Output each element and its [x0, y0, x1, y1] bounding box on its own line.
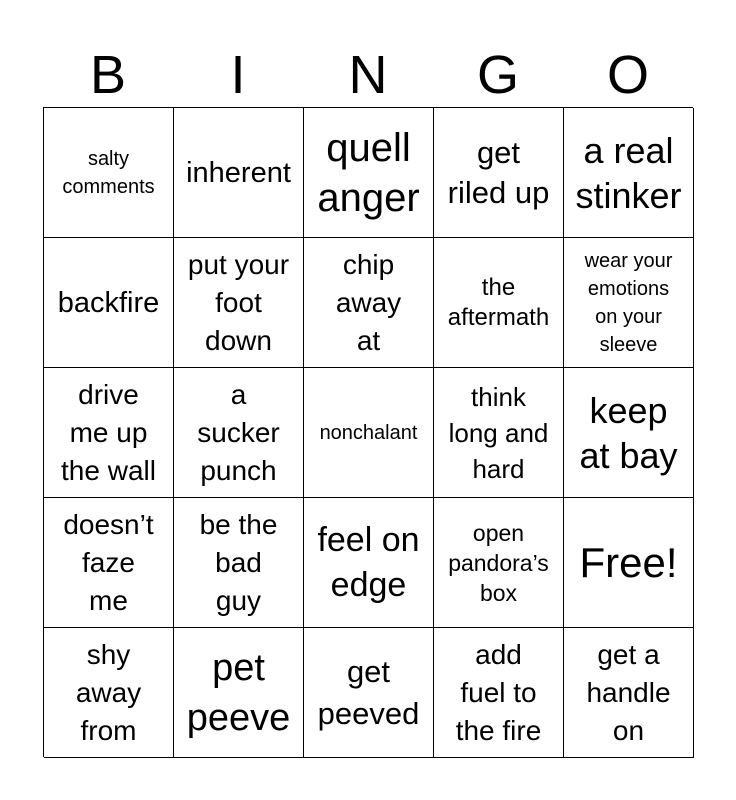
bingo-header	[43, 44, 693, 106]
bingo-cell-r4-c4[interactable]	[434, 498, 564, 628]
bingo-cell-r4-c1[interactable]	[44, 498, 174, 628]
header-letter-o: O	[606, 45, 649, 105]
cell-text: a real stinker	[575, 129, 682, 216]
cell-text: drive me up the wall	[61, 378, 156, 486]
cell-text: quell anger	[317, 125, 420, 220]
cell-text: salty comments	[62, 147, 155, 198]
cell-text: add fuel to the fire	[455, 638, 542, 746]
bingo-cell-r5-c3[interactable]	[304, 628, 434, 758]
cell-text: keep at bay	[579, 389, 678, 476]
free-space-label: Free!	[579, 538, 678, 586]
bingo-cell-r3-c1[interactable]	[44, 368, 174, 498]
cell-text: get a handle on	[586, 638, 671, 746]
bingo-cell-r1-c5[interactable]	[564, 108, 694, 238]
bingo-cell-r5-c5[interactable]	[564, 628, 694, 758]
bingo-cell-r5-c1[interactable]	[44, 628, 174, 758]
cell-text: be the bad guy	[199, 508, 278, 616]
bingo-cell-r3-c3[interactable]	[304, 368, 434, 498]
bingo-cell-r5-c2[interactable]	[174, 628, 304, 758]
cell-text: backfire	[57, 286, 160, 319]
cell-text: get peeved	[317, 653, 420, 731]
bingo-cell-r1-c4[interactable]	[434, 108, 564, 238]
cell-text: the aftermath	[447, 273, 550, 331]
bingo-cell-r2-c2[interactable]	[174, 238, 304, 368]
cell-text: wear your emotions on your sleeve	[584, 249, 673, 356]
bingo-cell-r2-c4[interactable]	[434, 238, 564, 368]
bingo-cell-r2-c3[interactable]	[304, 238, 434, 368]
cell-text: pet peeve	[186, 646, 291, 739]
cell-text: put your foot down	[187, 248, 290, 356]
cell-text: feel on edge	[317, 520, 420, 604]
bingo-cell-r1-c3[interactable]	[304, 108, 434, 238]
bingo-cell-r2-c5[interactable]	[564, 238, 694, 368]
cell-text: nonchalant	[319, 421, 418, 444]
bingo-cell-r4-c2[interactable]	[174, 498, 304, 628]
bingo-cell-r1-c1[interactable]	[44, 108, 174, 238]
header-letter-b: B	[89, 45, 127, 105]
bingo-cell-r2-c1[interactable]	[44, 238, 174, 368]
cell-text: doesn’t faze me	[63, 508, 154, 616]
header-letter-n: N	[348, 45, 388, 105]
cell-text: think long and hard	[448, 381, 549, 484]
bingo-cell-r3-c5[interactable]	[564, 368, 694, 498]
cell-text: inherent	[186, 156, 291, 189]
header-letter-i: I	[230, 45, 246, 105]
free-space[interactable]	[564, 498, 694, 628]
cell-text: chip away at	[335, 248, 402, 356]
header-letter-g: G	[476, 45, 519, 105]
cell-text: get riled up	[447, 134, 550, 210]
cell-text: open pandora’s box	[448, 519, 549, 606]
bingo-cell-r5-c4[interactable]	[434, 628, 564, 758]
bingo-cell-r4-c3[interactable]	[304, 498, 434, 628]
cell-text: shy away from	[75, 638, 142, 746]
bingo-board	[43, 107, 693, 757]
cell-text: a sucker punch	[197, 378, 280, 486]
bingo-cell-r3-c4[interactable]	[434, 368, 564, 498]
bingo-cell-r1-c2[interactable]	[174, 108, 304, 238]
bingo-cell-r3-c2[interactable]	[174, 368, 304, 498]
